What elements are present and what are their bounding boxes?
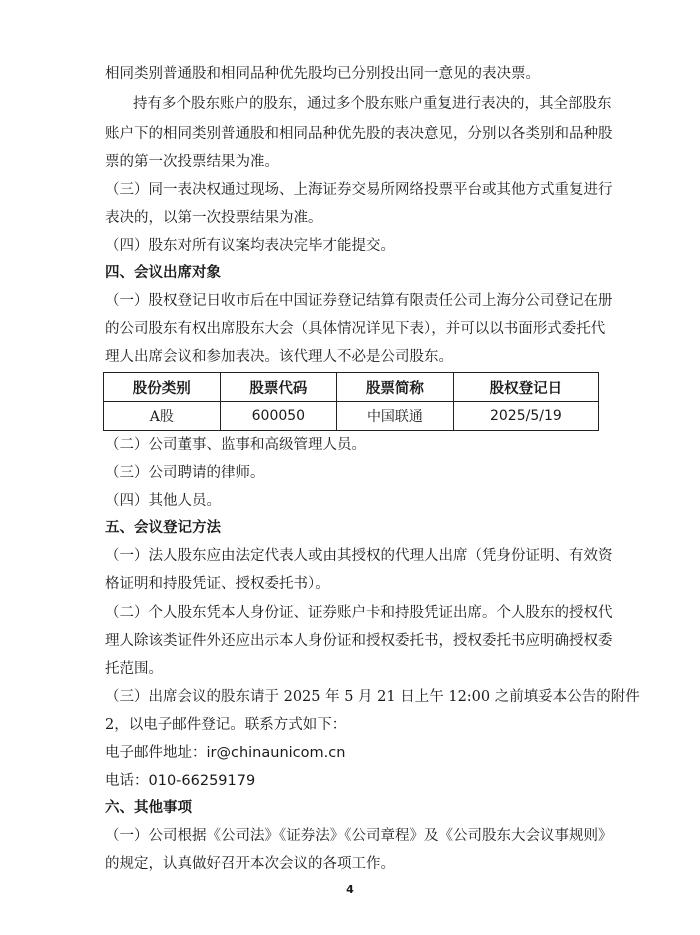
registration-table — [103, 372, 599, 431]
registration-item2-line3: 托范围。 — [105, 661, 163, 677]
header-stock-code: 股票代码 — [220, 373, 337, 402]
header-record-date: 股权登记日 — [453, 373, 598, 402]
cell-share-class: A股 — [104, 402, 221, 431]
paragraph-voting-continued: 相同类别普通股和相同品种优先股均已分别投出同一意见的表决票。 — [105, 66, 540, 82]
contact-email — [105, 743, 345, 763]
email-address-link[interactable]: ir@chinaunicom.cn — [206, 745, 346, 761]
paragraph-multiple-accounts-line3: 票的第一次投票结果为准。 — [105, 154, 279, 170]
section-heading-attendees: 四、会议出席对象 — [105, 265, 221, 281]
header-stock-abbr: 股票简称 — [337, 373, 454, 402]
attendees-item1-line3: 理人出席会议和参加表决。该代理人不必是公司股东。 — [105, 349, 453, 365]
phone-number: 010-66259179 — [148, 773, 256, 789]
section-heading-registration: 五、会议登记方法 — [105, 520, 221, 536]
registration-item1-line2: 格证明和持股凭证、授权委托书）。 — [105, 576, 330, 592]
registration-item3-line2: 2，以电子邮件登记。联系方式如下： — [105, 717, 347, 733]
contact-phone — [105, 771, 255, 791]
paragraph-item3-line1: （三）同一表决权通过现场、上海证券交易所网络投票平台或其他方式重复进行 — [105, 182, 613, 198]
paragraph-multiple-accounts-line1: 持有多个股东账户的股东，通过多个股东账户重复进行表决的，其全部股东 — [133, 96, 612, 112]
phone-label: 电话： — [105, 773, 149, 789]
header-share-class: 股份类别 — [104, 373, 221, 402]
attendees-item3: （三）公司聘请的律师。 — [105, 465, 265, 481]
table-header-row — [104, 373, 599, 402]
section-heading-other-matters: 六、其他事项 — [105, 800, 192, 816]
paragraph-item3-line2: 表决的，以第一次投票结果为准。 — [105, 210, 323, 226]
cell-record-date: 2025/5/19 — [453, 402, 598, 431]
table-row — [104, 402, 599, 431]
registration-item2-line2: 理人除该类证件外还应出示本人身份证和授权委托书，授权委托书应明确授权委 — [105, 633, 613, 649]
attendees-item1-line1: （一）股权登记日收市后在中国证券登记结算有限责任公司上海分公司登记在册 — [105, 293, 613, 309]
registration-item3-line1: （三）出席会议的股东请于 2025 年 5 月 21 日上午 12:00 之前填妥本公告的附件 — [105, 689, 640, 705]
registration-item1-line1: （一）法人股东应由法定代表人或由其授权的代理人出席（凭身份证明、有效资 — [105, 548, 613, 564]
other-item1-line1: （一）公司根据《公司法》《证券法》《公司章程》及《公司股东大会议事规则》 — [105, 828, 613, 844]
attendees-item2: （二）公司董事、监事和高级管理人员。 — [105, 437, 366, 453]
attendees-item4: （四）其他人员。 — [105, 493, 221, 509]
registration-item2-line1: （二）个人股东凭本人身份证、证券账户卡和持股凭证出席。个人股东的授权代 — [105, 605, 613, 621]
paragraph-multiple-accounts-line2: 账户下的相同类别普通股和相同品种优先股的表决意见，分别以各类别和品种股 — [105, 126, 613, 142]
cell-stock-abbr: 中国联通 — [337, 402, 454, 431]
email-label: 电子邮件地址： — [105, 745, 207, 761]
other-item1-line2: 的规定，认真做好召开本次会议的各项工作。 — [105, 856, 395, 872]
cell-stock-code: 600050 — [220, 402, 337, 431]
page-number: 4 — [346, 883, 354, 896]
paragraph-item4: （四）股东对所有议案均表决完毕才能提交。 — [105, 238, 395, 254]
attendees-item1-line2: 的公司股东有权出席股东大会（具体情况详见下表），并可以以书面形式委托代 — [105, 321, 606, 337]
